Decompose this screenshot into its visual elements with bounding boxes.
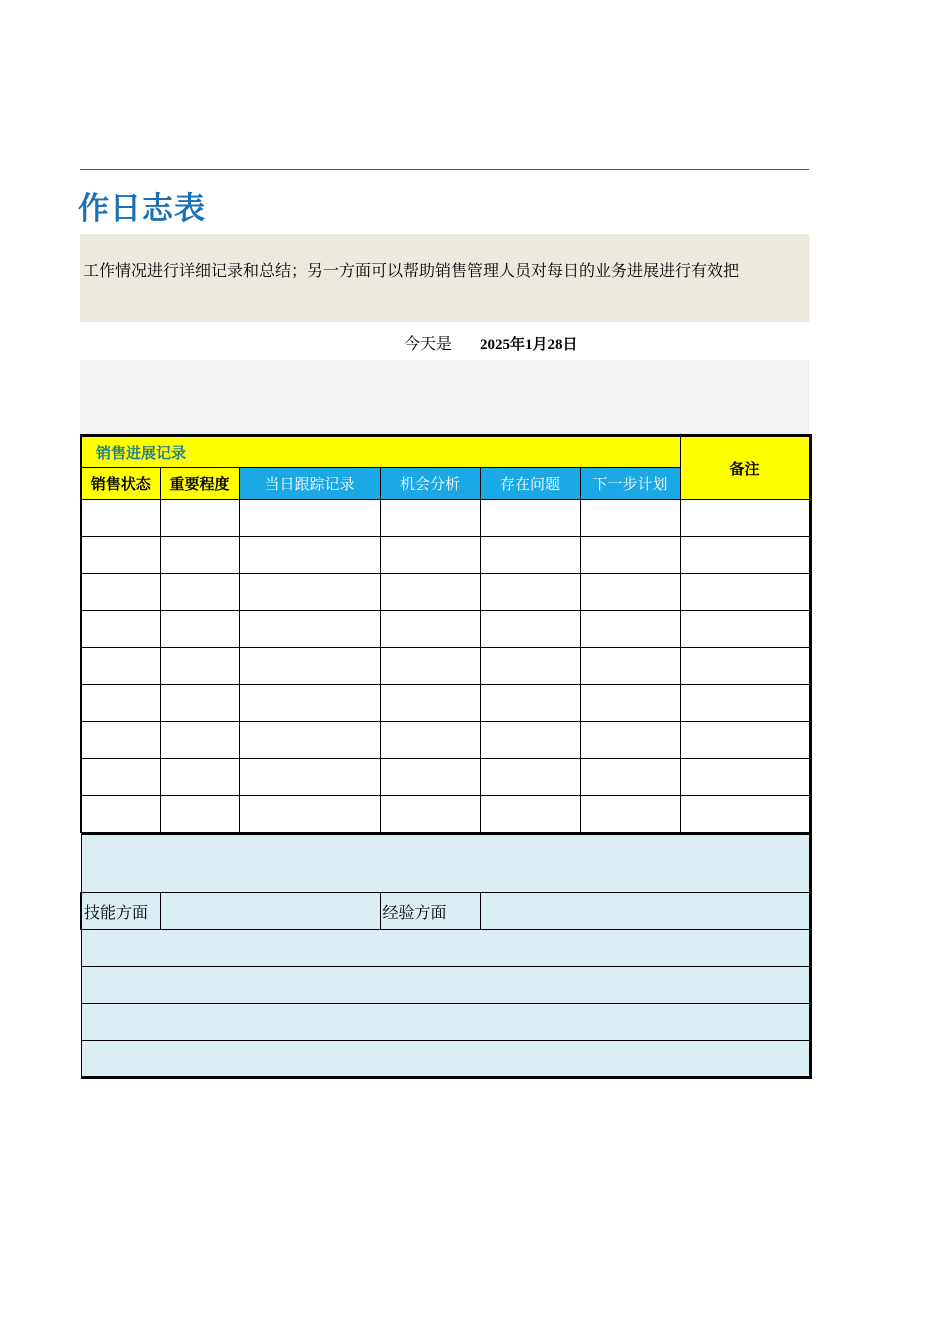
table-cell[interactable] [380, 796, 480, 833]
table-cell[interactable] [81, 722, 160, 759]
table-cell[interactable] [480, 722, 580, 759]
table-cell[interactable] [480, 611, 580, 648]
table-cell[interactable] [480, 537, 580, 574]
summary-spacer [81, 834, 810, 893]
table-cell[interactable] [480, 796, 580, 833]
summary-row[interactable] [81, 1004, 810, 1041]
table-row [81, 500, 810, 537]
summary-table [80, 832, 812, 1079]
table-cell[interactable] [680, 796, 810, 833]
table-cell[interactable] [380, 648, 480, 685]
table-cell[interactable] [680, 648, 810, 685]
table-cell[interactable] [680, 500, 810, 537]
page-title: 作日志表 [78, 191, 206, 227]
table-cell[interactable] [160, 611, 239, 648]
table-cell[interactable] [680, 537, 810, 574]
table-cell[interactable] [580, 537, 680, 574]
column-header: 机会分析 [380, 468, 480, 500]
table-row [81, 685, 810, 722]
remark-header: 备注 [680, 436, 810, 500]
table-row [81, 537, 810, 574]
header-spacer-block [80, 360, 809, 434]
table-cell[interactable] [81, 611, 160, 648]
table-cell[interactable] [380, 537, 480, 574]
table-cell[interactable] [480, 500, 580, 537]
table-cell[interactable] [239, 611, 380, 648]
table-cell[interactable] [81, 500, 160, 537]
table-row [81, 722, 810, 759]
table-cell[interactable] [160, 722, 239, 759]
table-cell[interactable] [580, 611, 680, 648]
skill-label: 技能方面 [81, 893, 160, 930]
table-cell[interactable] [480, 759, 580, 796]
column-header: 存在问题 [480, 468, 580, 500]
table-cell[interactable] [239, 648, 380, 685]
table-cell[interactable] [580, 685, 680, 722]
table-cell[interactable] [680, 759, 810, 796]
table-cell[interactable] [680, 574, 810, 611]
summary-row[interactable] [81, 1041, 810, 1078]
table-cell[interactable] [160, 574, 239, 611]
table-cell[interactable] [680, 685, 810, 722]
table-cell[interactable] [81, 685, 160, 722]
table-cell[interactable] [239, 537, 380, 574]
table-cell[interactable] [239, 722, 380, 759]
top-divider [80, 169, 809, 170]
table-cell[interactable] [239, 796, 380, 833]
table-cell[interactable] [580, 796, 680, 833]
table-cell[interactable] [160, 648, 239, 685]
date-row [404, 331, 578, 354]
table-cell[interactable] [580, 648, 680, 685]
table-cell[interactable] [380, 759, 480, 796]
table-row [81, 648, 810, 685]
column-header: 重要程度 [160, 468, 239, 500]
experience-label: 经验方面 [380, 893, 480, 930]
intro-text: 工作情况进行详细记录和总结；另一方面可以帮助销售管理人员对每日的业务进展进行有效把 [83, 261, 740, 280]
experience-value-cell[interactable] [480, 893, 810, 930]
table-row [81, 796, 810, 833]
table-cell[interactable] [160, 685, 239, 722]
table-cell[interactable] [380, 611, 480, 648]
table-cell[interactable] [480, 685, 580, 722]
table-cell[interactable] [239, 500, 380, 537]
summary-row[interactable] [81, 967, 810, 1004]
section-label: 销售进展记录 [81, 436, 680, 468]
table-cell[interactable] [81, 648, 160, 685]
table-cell[interactable] [380, 574, 480, 611]
table-cell[interactable] [160, 796, 239, 833]
summary-row[interactable] [81, 930, 810, 967]
column-header: 下一步计划 [580, 468, 680, 500]
table-cell[interactable] [380, 685, 480, 722]
sales-progress-table [80, 434, 812, 833]
table-cell[interactable] [580, 500, 680, 537]
column-header: 当日跟踪记录 [239, 468, 380, 500]
table-cell[interactable] [580, 759, 680, 796]
table-cell[interactable] [480, 648, 580, 685]
table-cell[interactable] [81, 796, 160, 833]
date-label: 今天是 [404, 336, 453, 353]
table-cell[interactable] [380, 500, 480, 537]
table-cell[interactable] [580, 722, 680, 759]
table-cell[interactable] [239, 685, 380, 722]
table-cell[interactable] [680, 722, 810, 759]
table-cell[interactable] [81, 537, 160, 574]
table-cell[interactable] [81, 574, 160, 611]
table-row [81, 574, 810, 611]
table-cell[interactable] [680, 611, 810, 648]
table-row [81, 759, 810, 796]
column-header: 销售状态 [81, 468, 160, 500]
skill-value-cell[interactable] [160, 893, 380, 930]
table-cell[interactable] [239, 574, 380, 611]
table-cell[interactable] [380, 722, 480, 759]
table-cell[interactable] [81, 759, 160, 796]
intro-text-block [80, 234, 809, 322]
table-cell[interactable] [160, 537, 239, 574]
date-value[interactable]: 2025年1月28日 [480, 337, 578, 353]
table-cell[interactable] [480, 574, 580, 611]
table-cell[interactable] [239, 759, 380, 796]
table-cell[interactable] [580, 574, 680, 611]
table-row [81, 611, 810, 648]
table-cell[interactable] [160, 759, 239, 796]
table-cell[interactable] [160, 500, 239, 537]
